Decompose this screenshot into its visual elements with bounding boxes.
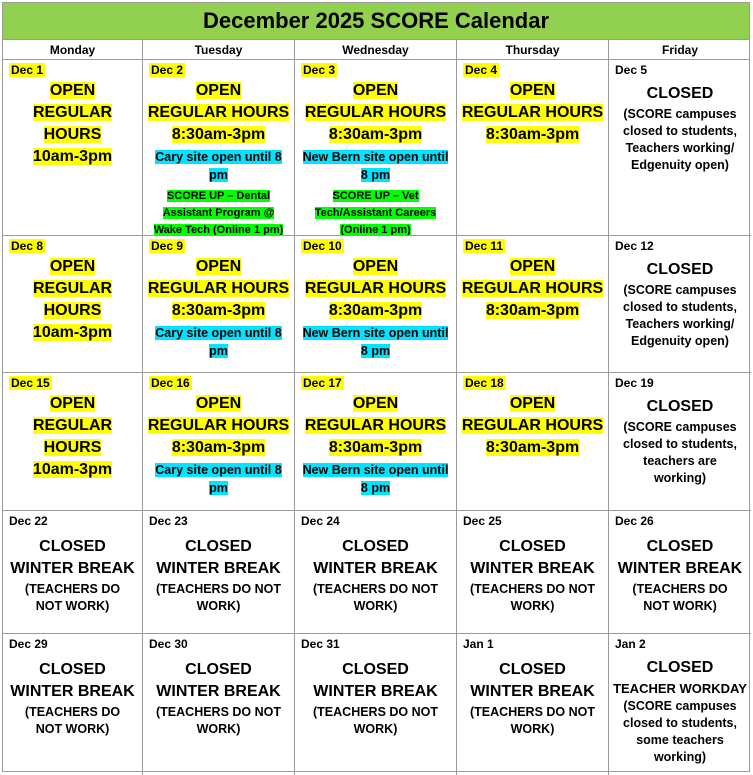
status-line: REGULAR <box>32 280 113 297</box>
evening-hours-note: Cary site open until 8 pm <box>155 463 282 495</box>
day-cell <box>295 634 457 775</box>
day-status <box>147 393 290 497</box>
day-cell <box>457 60 609 236</box>
closure-note: (TEACHERS DO NOT WORK) <box>313 705 438 736</box>
day-cell <box>457 236 609 373</box>
day-status <box>461 393 604 459</box>
status-line-wrapper <box>461 437 604 459</box>
winter-break-label: WINTER BREAK <box>617 560 743 577</box>
status-line: HOURS <box>43 439 102 456</box>
status-line-wrapper <box>147 256 290 278</box>
status-line: OPEN <box>195 395 242 412</box>
status-line-wrapper <box>147 415 290 437</box>
status-line-wrapper <box>7 459 138 481</box>
calendar-title: December 2025 SCORE Calendar <box>3 3 749 40</box>
closure-note: (TEACHERS DO NOT WORK) <box>313 582 438 613</box>
evening-hours-note: Cary site open until 8 pm <box>155 326 282 358</box>
status-line-wrapper <box>7 415 138 437</box>
status-line-wrapper <box>299 80 452 102</box>
calendar <box>2 2 750 772</box>
day-date: Dec 5 <box>615 63 648 77</box>
closed-label: CLOSED <box>185 538 252 555</box>
status-line-wrapper <box>7 437 138 459</box>
evening-hours-wrapper <box>299 461 452 497</box>
day-cell <box>609 373 751 511</box>
day-date: Dec 10 <box>303 239 342 253</box>
closure-note: (TEACHERS DO NOT WORK) <box>470 582 595 613</box>
event-wrapper <box>299 187 452 236</box>
day-status <box>7 393 138 481</box>
status-line: OPEN <box>509 82 556 99</box>
status-line-wrapper <box>7 393 138 415</box>
closed-label: CLOSED <box>342 661 409 678</box>
day-cell <box>3 373 143 511</box>
evening-hours-wrapper <box>147 148 290 184</box>
status-line-wrapper <box>461 102 604 124</box>
closed-label: CLOSED <box>342 538 409 555</box>
day-status <box>7 80 138 168</box>
day-date: Dec 4 <box>465 63 498 77</box>
status-line: REGULAR HOURS <box>304 417 447 434</box>
day-cell <box>295 60 457 236</box>
status-line: REGULAR <box>32 417 113 434</box>
closure-note: (TEACHERS DO NOT WORK) <box>470 705 595 736</box>
weekday-friday: Friday <box>661 42 698 57</box>
status-line-wrapper <box>147 102 290 124</box>
status-line-wrapper <box>461 415 604 437</box>
status-line: OPEN <box>49 82 96 99</box>
evening-hours-note: Cary site open until 8 pm <box>155 150 282 182</box>
day-status <box>461 659 604 738</box>
evening-hours-note: New Bern site open until 8 pm <box>302 326 449 358</box>
day-date: Jan 1 <box>463 637 494 651</box>
status-line: 8:30am-3pm <box>485 126 580 143</box>
day-date: Dec 25 <box>463 514 502 528</box>
winter-break-label: WINTER BREAK <box>470 560 595 577</box>
status-line: OPEN <box>352 82 399 99</box>
status-line: REGULAR <box>32 104 113 121</box>
closure-note: (SCORE campuses closed to students, Teachers working/ Edgenuity open) <box>623 107 737 172</box>
status-line-wrapper <box>461 80 604 102</box>
status-line-wrapper <box>299 256 452 278</box>
evening-hours-wrapper <box>299 324 452 360</box>
day-cell <box>3 60 143 236</box>
day-cell <box>143 236 295 373</box>
closed-label: CLOSED <box>39 538 106 555</box>
evening-hours-wrapper <box>147 324 290 360</box>
day-status <box>7 659 138 738</box>
status-line-wrapper <box>299 393 452 415</box>
status-line-wrapper <box>461 278 604 300</box>
status-line-wrapper <box>299 102 452 124</box>
closure-note: (SCORE campuses closed to students, some teachers working) <box>623 699 737 764</box>
status-line-wrapper <box>7 300 138 322</box>
closure-note: (TEACHERS DO NOT WORK) <box>24 582 121 613</box>
day-cell <box>3 511 143 634</box>
day-cell <box>295 236 457 373</box>
status-line: REGULAR HOURS <box>147 280 290 297</box>
day-status <box>299 659 452 738</box>
day-date: Dec 18 <box>465 376 504 390</box>
day-cell <box>457 634 609 775</box>
status-line: REGULAR HOURS <box>304 104 447 121</box>
status-line-wrapper <box>461 256 604 278</box>
status-line: 10am-3pm <box>32 324 113 341</box>
day-status <box>613 536 747 615</box>
weekday-header-row <box>3 40 749 60</box>
weekday-tuesday: Tuesday <box>143 40 295 59</box>
calendar-grid <box>3 60 749 775</box>
status-line-wrapper <box>147 278 290 300</box>
status-line: 10am-3pm <box>32 148 113 165</box>
day-date: Dec 2 <box>151 63 184 77</box>
status-line: OPEN <box>509 395 556 412</box>
weekday-wednesday: Wednesday <box>295 40 457 59</box>
evening-hours-wrapper <box>147 461 290 497</box>
day-status <box>147 659 290 738</box>
status-line-wrapper <box>7 278 138 300</box>
status-line-wrapper <box>299 300 452 322</box>
status-line-wrapper <box>147 437 290 459</box>
day-date: Dec 30 <box>149 637 188 651</box>
closed-label: CLOSED <box>646 261 714 278</box>
day-date: Dec 9 <box>151 239 184 253</box>
status-line: OPEN <box>352 258 399 275</box>
status-line-wrapper <box>299 437 452 459</box>
status-line-wrapper <box>147 124 290 146</box>
winter-break-label: WINTER BREAK <box>10 683 135 700</box>
closed-label: CLOSED <box>185 661 252 678</box>
day-date: Dec 11 <box>465 239 504 253</box>
day-cell <box>143 634 295 775</box>
day-status <box>299 393 452 497</box>
evening-hours-wrapper <box>299 148 452 184</box>
status-line: 8:30am-3pm <box>485 302 580 319</box>
status-line-wrapper <box>7 80 138 102</box>
winter-break-label: WINTER BREAK <box>10 560 135 577</box>
closed-label: CLOSED <box>39 661 106 678</box>
score-up-event: SCORE UP – Vet Tech/Assistant Careers (Online 1 pm) <box>314 190 437 236</box>
status-line: REGULAR HOURS <box>461 417 604 434</box>
day-date: Dec 17 <box>303 376 342 390</box>
score-up-event: SCORE UP – Dental Assistant Program @ Wake Tech (Online 1 pm) <box>153 190 284 236</box>
status-line: OPEN <box>195 258 242 275</box>
day-date: Jan 2 <box>615 637 646 651</box>
status-line: 8:30am-3pm <box>328 439 423 456</box>
day-status <box>613 259 747 350</box>
day-status <box>461 536 604 615</box>
day-date: Dec 23 <box>149 514 188 528</box>
status-line-wrapper <box>299 415 452 437</box>
day-cell <box>457 373 609 511</box>
day-cell <box>295 373 457 511</box>
status-line-wrapper <box>299 124 452 146</box>
status-line-wrapper <box>147 393 290 415</box>
status-line: REGULAR HOURS <box>147 417 290 434</box>
day-date: Dec 3 <box>303 63 336 77</box>
closed-label: CLOSED <box>646 659 714 676</box>
closure-note: (TEACHERS DO NOT WORK) <box>156 705 281 736</box>
day-status <box>147 536 290 615</box>
day-cell <box>143 60 295 236</box>
winter-break-label: WINTER BREAK <box>156 683 281 700</box>
closure-note: (TEACHERS DO NOT WORK) <box>632 582 728 613</box>
day-status <box>461 80 604 146</box>
status-line: HOURS <box>43 126 102 143</box>
status-line: OPEN <box>49 258 96 275</box>
day-cell <box>609 236 751 373</box>
day-status <box>147 256 290 360</box>
day-date: Dec 22 <box>9 514 48 528</box>
status-line: REGULAR HOURS <box>461 280 604 297</box>
day-date: Dec 8 <box>11 239 44 253</box>
day-status <box>299 80 452 236</box>
status-line: 8:30am-3pm <box>328 126 423 143</box>
status-line-wrapper <box>461 124 604 146</box>
winter-break-label: WINTER BREAK <box>313 683 438 700</box>
status-line: OPEN <box>49 395 96 412</box>
status-line-wrapper <box>299 278 452 300</box>
teacher-workday-label: TEACHER WORKDAY <box>613 681 747 696</box>
weekday-monday: Monday <box>3 40 143 59</box>
evening-hours-note: New Bern site open until 8 pm <box>302 150 449 182</box>
day-date: Dec 19 <box>615 376 654 390</box>
status-line: 8:30am-3pm <box>171 126 266 143</box>
event-wrapper <box>147 187 290 236</box>
day-cell <box>609 634 751 775</box>
winter-break-label: WINTER BREAK <box>313 560 438 577</box>
day-date: Dec 24 <box>301 514 340 528</box>
day-status <box>147 80 290 236</box>
status-line: REGULAR HOURS <box>147 104 290 121</box>
status-line-wrapper <box>461 393 604 415</box>
status-line: OPEN <box>509 258 556 275</box>
status-line: REGULAR HOURS <box>304 280 447 297</box>
day-status <box>299 256 452 360</box>
day-cell <box>609 60 751 236</box>
day-date: Dec 31 <box>301 637 340 651</box>
status-line: REGULAR HOURS <box>461 104 604 121</box>
day-date: Dec 12 <box>615 239 654 253</box>
status-line: 8:30am-3pm <box>328 302 423 319</box>
closure-note: (TEACHERS DO NOT WORK) <box>24 705 121 736</box>
day-date: Dec 16 <box>151 376 190 390</box>
closed-label: CLOSED <box>499 538 566 555</box>
status-line-wrapper <box>7 256 138 278</box>
closed-label: CLOSED <box>646 538 714 555</box>
status-line: 8:30am-3pm <box>171 439 266 456</box>
status-line-wrapper <box>461 300 604 322</box>
day-date: Dec 26 <box>615 514 654 528</box>
closure-note: (TEACHERS DO NOT WORK) <box>156 582 281 613</box>
day-status <box>7 256 138 344</box>
closed-label: CLOSED <box>646 85 714 102</box>
day-status <box>461 256 604 322</box>
status-line-wrapper <box>7 146 138 168</box>
status-line: 8:30am-3pm <box>171 302 266 319</box>
status-line-wrapper <box>7 124 138 146</box>
day-cell <box>3 634 143 775</box>
day-cell <box>295 511 457 634</box>
day-date: Dec 15 <box>11 376 50 390</box>
closure-note: (SCORE campuses closed to students, Teachers working/ Edgenuity open) <box>623 283 737 348</box>
status-line-wrapper <box>147 80 290 102</box>
winter-break-label: WINTER BREAK <box>156 560 281 577</box>
day-status <box>613 396 747 487</box>
status-line: 10am-3pm <box>32 461 113 478</box>
day-cell <box>143 511 295 634</box>
day-cell <box>143 373 295 511</box>
day-status <box>7 536 138 615</box>
closed-label: CLOSED <box>499 661 566 678</box>
weekday-thursday: Thursday <box>457 40 609 59</box>
winter-break-label: WINTER BREAK <box>470 683 595 700</box>
day-cell <box>3 236 143 373</box>
day-cell <box>457 511 609 634</box>
evening-hours-note: New Bern site open until 8 pm <box>302 463 449 495</box>
day-date: Dec 29 <box>9 637 48 651</box>
day-status <box>613 83 747 174</box>
status-line-wrapper <box>7 102 138 124</box>
status-line: HOURS <box>43 302 102 319</box>
day-status <box>299 536 452 615</box>
closure-note: (SCORE campuses closed to students, teachers are working) <box>623 420 737 485</box>
status-line: OPEN <box>352 395 399 412</box>
day-cell <box>609 511 751 634</box>
status-line: OPEN <box>195 82 242 99</box>
day-date: Dec 1 <box>11 63 44 77</box>
status-line-wrapper <box>7 322 138 344</box>
status-line-wrapper <box>147 300 290 322</box>
status-line: 8:30am-3pm <box>485 439 580 456</box>
day-status <box>613 657 747 766</box>
closed-label: CLOSED <box>646 398 714 415</box>
